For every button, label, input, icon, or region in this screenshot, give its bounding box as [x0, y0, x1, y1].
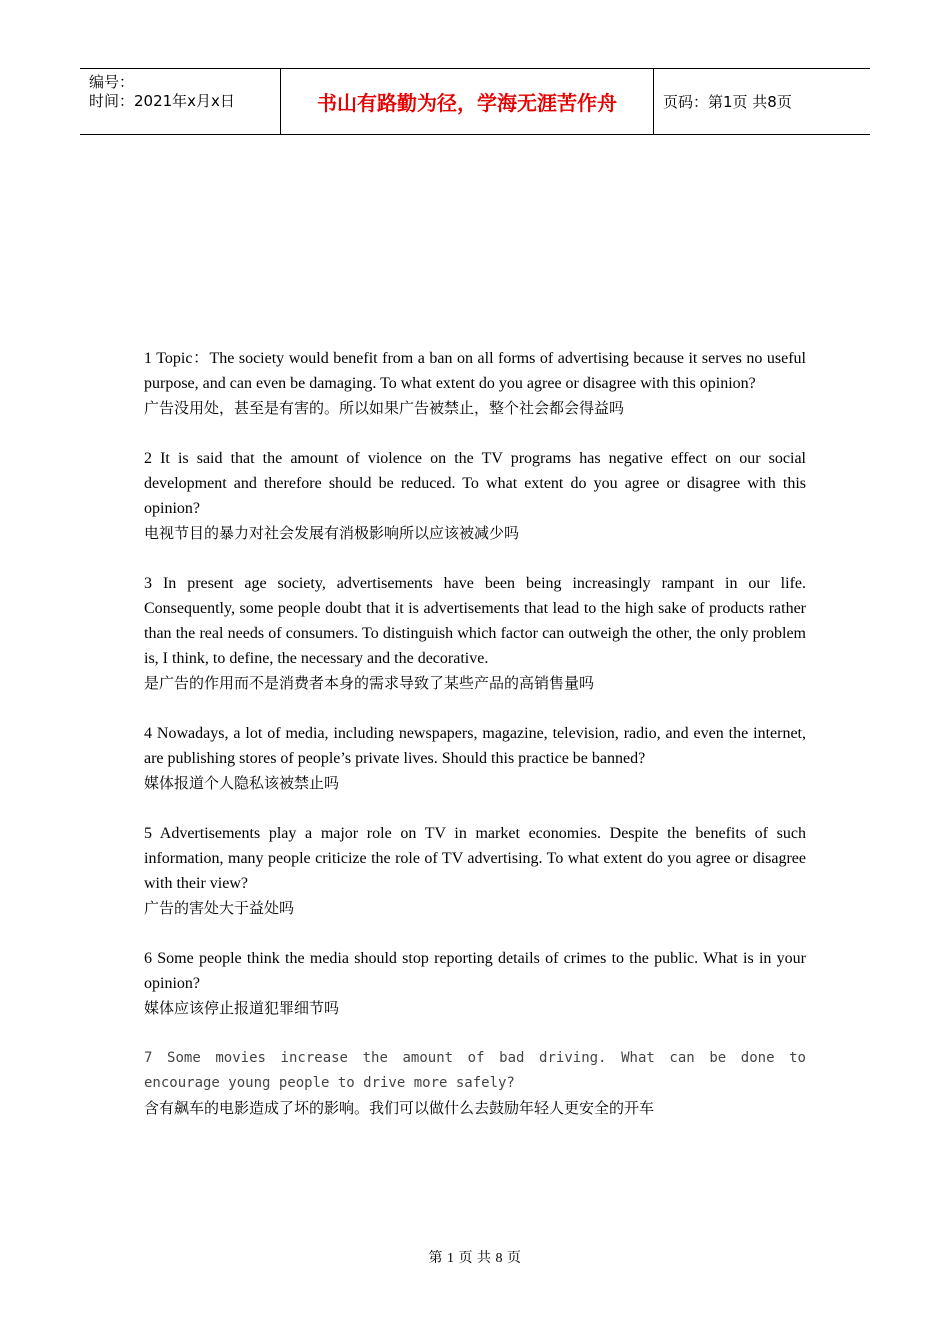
topic-english: 5 Advertisements play a major role on TV in market economies. Despite the benefits of such information, many people criticize the role of TV advertising. To what extent do you agree or disagree with their view? [144, 825, 806, 892]
topic-english: 4 Nowadays, a lot of media, including newspapers, magazine, television, radio, and even the internet, are publishing stores of people’s private lives. Should this practice be banned? [144, 725, 806, 767]
page-footer: 第 1 页 共 8 页 [428, 1251, 522, 1266]
topic-item-5 [144, 821, 806, 921]
topic-chinese: 含有飙车的电影造成了坏的影响。我们可以做什么去鼓励年轻人更安全的开车 [144, 1099, 655, 1117]
topic-chinese: 广告的害处大于益处吗 [144, 899, 295, 917]
topic-item-1 [144, 346, 806, 421]
topic-item-6 [144, 946, 806, 1021]
header-page-info [654, 69, 870, 134]
topic-chinese: 媒体报道个人隐私该被禁止吗 [144, 774, 340, 792]
topic-chinese: 是广告的作用而不是消费者本身的需求导致了某些产品的高销售量吗 [144, 674, 595, 692]
document-body [144, 346, 806, 1146]
topic-english: 2 It is said that the amount of violence on the TV programs has negative effect on our social development and therefore should be reduced. To what extent do you agree or disagree with this opinion? [144, 450, 806, 517]
page-header [80, 68, 870, 135]
topic-item-4 [144, 721, 806, 796]
topic-english: 1 Topic：The society would benefit from a ban on all forms of advertising because it serves no useful purpose, and can even be damaging. To what extent do you agree or disagree with this opinion? [144, 350, 806, 392]
topic-english: 6 Some people think the media should stop reporting details of crimes to the public. What is in your opinion? [144, 950, 806, 992]
header-motto [281, 69, 654, 134]
topic-chinese: 广告没用处，甚至是有害的。所以如果广告被禁止，整个社会都会得益吗 [144, 399, 625, 417]
motto-text: 书山有路勤为径，学海无涯苦作舟 [317, 91, 617, 115]
topic-chinese: 媒体应该停止报道犯罪细节吗 [144, 999, 340, 1017]
time-label: 时间：2021年x月x日 [89, 92, 235, 110]
page-label: 页码：第1页 共8页 [663, 93, 792, 111]
topic-item-3 [144, 571, 806, 696]
topic-english: 7 Some movies increase the amount of bad driving. What can be done to encourage young people to drive more safely? [144, 1050, 806, 1091]
topic-item-7 [144, 1046, 806, 1121]
topic-chinese: 电视节目的暴力对社会发展有消极影响所以应该被减少吗 [144, 524, 520, 542]
number-label: 编号： [89, 73, 135, 91]
topic-item-2 [144, 446, 806, 546]
header-meta [80, 69, 281, 134]
topic-english: 3 In present age society, advertisements have been being increasingly rampant in our life. Consequently, some people doubt that it is advertisements that lead to the high sake of products rather than the real needs of consumers. To distinguish which factor can outweigh the other, the only problem is, I think, to define, the necessary and the decorative. [144, 575, 806, 667]
